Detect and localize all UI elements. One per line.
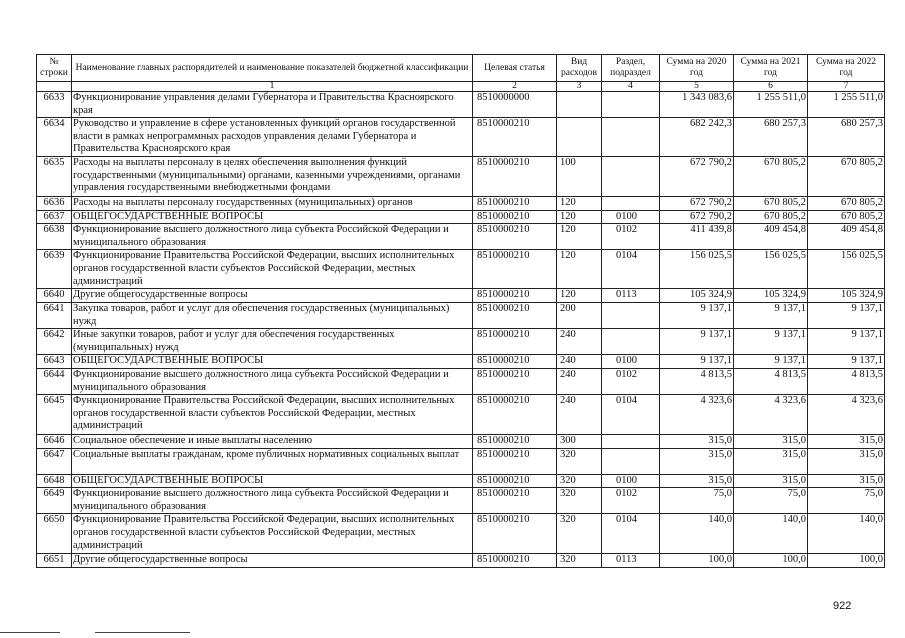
row-name: Расходы на выплаты персоналу в целях обеспечения выполнения функций государственными (муниципальными) органами, казенными учреждениями, органами управления государственными внебюджетными фондами — [72, 156, 473, 196]
table-row — [37, 368, 885, 394]
row-vid: 320 — [557, 554, 602, 568]
row-sum-2022: 409 454,8 — [808, 224, 885, 250]
row-target-code: 8510000210 — [473, 554, 557, 568]
row-number: 6638 — [37, 224, 72, 250]
row-sum-2021: 9 137,1 — [734, 329, 808, 355]
row-vid: 320 — [557, 448, 602, 474]
row-name: Функционирование Правительства Российской Федерации, высших исполнительных органов государственной власти субъектов Российской Федерации, местных администраций — [72, 250, 473, 289]
row-name: Закупка товаров, работ и услуг для обеспечения государственных (муниципальных) нужд — [72, 302, 473, 328]
row-name: Социальные выплаты гражданам, кроме публичных нормативных социальных выплат — [72, 448, 473, 474]
budget-table — [36, 54, 885, 568]
row-sum-2021: 9 137,1 — [734, 302, 808, 328]
row-vid: 120 — [557, 210, 602, 224]
row-sum-2021: 4 813,5 — [734, 368, 808, 394]
footer-rule — [0, 632, 60, 633]
row-sum-2021: 156 025,5 — [734, 250, 808, 289]
row-target-code: 8510000210 — [473, 250, 557, 289]
row-razdel: 0102 — [602, 488, 660, 514]
row-sum-2021: 315,0 — [734, 474, 808, 488]
row-sum-2022: 315,0 — [808, 435, 885, 449]
row-razdel: 0100 — [602, 210, 660, 224]
row-sum-2021: 670 805,2 — [734, 210, 808, 224]
page-number: 922 — [833, 600, 852, 612]
column-number-row — [37, 82, 885, 92]
row-razdel: 0104 — [602, 395, 660, 435]
table-row — [37, 554, 885, 568]
row-number: 6651 — [37, 554, 72, 568]
row-name: Руководство и управление в сфере установленных функций органов государственной власти в рамках непрограммных расходов управления делами Губернатора и Правительства Красноярского края — [72, 118, 473, 157]
row-target-code: 8510000210 — [473, 395, 557, 435]
row-razdel — [602, 329, 660, 355]
row-number: 6640 — [37, 289, 72, 303]
row-razdel — [602, 448, 660, 474]
row-sum-2020: 315,0 — [660, 474, 734, 488]
row-name: Иные закупки товаров, работ и услуг для обеспечения государственных (муниципальных) нужд — [72, 329, 473, 355]
row-sum-2022: 670 805,2 — [808, 210, 885, 224]
row-sum-2020: 4 813,5 — [660, 368, 734, 394]
row-target-code: 8510000210 — [473, 514, 557, 554]
row-number: 6645 — [37, 395, 72, 435]
row-sum-2020: 315,0 — [660, 435, 734, 449]
row-razdel: 0113 — [602, 289, 660, 303]
row-target-code: 8510000210 — [473, 156, 557, 196]
row-sum-2020: 672 790,2 — [660, 210, 734, 224]
row-number: 6633 — [37, 92, 72, 118]
row-sum-2022: 4 323,6 — [808, 395, 885, 435]
header-vid: Вид расходов — [557, 55, 602, 82]
row-razdel — [602, 156, 660, 196]
row-sum-2022: 670 805,2 — [808, 196, 885, 210]
table-row — [37, 92, 885, 118]
row-target-code: 8510000210 — [473, 196, 557, 210]
col-number: 7 — [808, 82, 885, 92]
row-number: 6649 — [37, 488, 72, 514]
table-row — [37, 289, 885, 303]
table-row — [37, 250, 885, 289]
row-sum-2022: 9 137,1 — [808, 302, 885, 328]
row-name: Функционирование высшего должностного лица субъекта Российской Федерации и муниципального образования — [72, 488, 473, 514]
table-row — [37, 448, 885, 474]
table-row — [37, 474, 885, 488]
col-number: 5 — [660, 82, 734, 92]
row-sum-2022: 9 137,1 — [808, 355, 885, 369]
row-number: 6648 — [37, 474, 72, 488]
row-razdel: 0102 — [602, 368, 660, 394]
row-sum-2022: 9 137,1 — [808, 329, 885, 355]
row-sum-2020: 75,0 — [660, 488, 734, 514]
row-sum-2021: 9 137,1 — [734, 355, 808, 369]
row-sum-2022: 680 257,3 — [808, 118, 885, 157]
row-number: 6647 — [37, 448, 72, 474]
row-sum-2020: 140,0 — [660, 514, 734, 554]
row-sum-2021: 680 257,3 — [734, 118, 808, 157]
row-target-code: 8510000210 — [473, 210, 557, 224]
row-sum-2020: 672 790,2 — [660, 156, 734, 196]
row-sum-2021: 100,0 — [734, 554, 808, 568]
row-name: ОБЩЕГОСУДАРСТВЕННЫЕ ВОПРОСЫ — [72, 355, 473, 369]
row-sum-2020: 100,0 — [660, 554, 734, 568]
row-vid: 120 — [557, 224, 602, 250]
row-sum-2021: 670 805,2 — [734, 156, 808, 196]
row-sum-2022: 140,0 — [808, 514, 885, 554]
table-row — [37, 210, 885, 224]
row-target-code: 8510000210 — [473, 368, 557, 394]
row-sum-2020: 4 323,6 — [660, 395, 734, 435]
col-number: 6 — [734, 82, 808, 92]
row-razdel: 0113 — [602, 554, 660, 568]
table-row — [37, 355, 885, 369]
row-sum-2020: 9 137,1 — [660, 329, 734, 355]
row-razdel: 0100 — [602, 474, 660, 488]
table-body — [37, 92, 885, 568]
row-razdel: 0100 — [602, 355, 660, 369]
row-vid: 240 — [557, 355, 602, 369]
row-sum-2021: 409 454,8 — [734, 224, 808, 250]
table-row — [37, 302, 885, 328]
header-target: Целевая статья — [473, 55, 557, 82]
row-sum-2021: 75,0 — [734, 488, 808, 514]
row-razdel: 0104 — [602, 250, 660, 289]
row-vid: 320 — [557, 488, 602, 514]
col-number: 1 — [72, 82, 473, 92]
footer-rule — [95, 632, 190, 633]
row-target-code: 8510000210 — [473, 355, 557, 369]
row-sum-2021: 4 323,6 — [734, 395, 808, 435]
row-sum-2022: 670 805,2 — [808, 156, 885, 196]
table-row — [37, 196, 885, 210]
row-vid: 300 — [557, 435, 602, 449]
row-vid: 200 — [557, 302, 602, 328]
table-row — [37, 514, 885, 554]
row-target-code: 8510000210 — [473, 488, 557, 514]
table-row — [37, 156, 885, 196]
row-number: 6639 — [37, 250, 72, 289]
table-row — [37, 435, 885, 449]
row-target-code: 8510000210 — [473, 474, 557, 488]
row-number: 6646 — [37, 435, 72, 449]
header-sum-2022: Сумма на 2022 год — [808, 55, 885, 82]
row-sum-2020: 1 343 083,6 — [660, 92, 734, 118]
row-vid — [557, 118, 602, 157]
row-vid: 320 — [557, 514, 602, 554]
row-sum-2021: 1 255 511,0 — [734, 92, 808, 118]
row-number: 6635 — [37, 156, 72, 196]
table-row — [37, 488, 885, 514]
row-razdel: 0102 — [602, 224, 660, 250]
row-sum-2020: 105 324,9 — [660, 289, 734, 303]
row-number: 6642 — [37, 329, 72, 355]
row-vid: 100 — [557, 156, 602, 196]
table-row — [37, 224, 885, 250]
row-sum-2022: 100,0 — [808, 554, 885, 568]
row-sum-2021: 140,0 — [734, 514, 808, 554]
row-sum-2022: 4 813,5 — [808, 368, 885, 394]
row-target-code: 8510000210 — [473, 302, 557, 328]
row-number: 6634 — [37, 118, 72, 157]
row-sum-2021: 315,0 — [734, 435, 808, 449]
col-number — [37, 82, 72, 92]
row-number: 6636 — [37, 196, 72, 210]
row-name: Другие общегосударственные вопросы — [72, 554, 473, 568]
header-row — [37, 55, 885, 82]
row-number: 6641 — [37, 302, 72, 328]
row-number: 6644 — [37, 368, 72, 394]
row-name: Функционирование Правительства Российской Федерации, высших исполнительных органов государственной власти субъектов Российской Федерации, местных администраций — [72, 514, 473, 554]
row-razdel — [602, 196, 660, 210]
row-name: Функционирование высшего должностного лица субъекта Российской Федерации и муниципального образования — [72, 224, 473, 250]
row-razdel: 0104 — [602, 514, 660, 554]
row-sum-2020: 411 439,8 — [660, 224, 734, 250]
row-name: Функционирование высшего должностного лица субъекта Российской Федерации и муниципального образования — [72, 368, 473, 394]
col-number: 3 — [557, 82, 602, 92]
header-sum-2021: Сумма на 2021 год — [734, 55, 808, 82]
header-sum-2020: Сумма на 2020 год — [660, 55, 734, 82]
row-vid: 240 — [557, 395, 602, 435]
row-target-code: 8510000210 — [473, 224, 557, 250]
row-razdel — [602, 92, 660, 118]
row-number: 6650 — [37, 514, 72, 554]
row-sum-2021: 105 324,9 — [734, 289, 808, 303]
row-name: Социальное обеспечение и иные выплаты населению — [72, 435, 473, 449]
row-target-code: 8510000210 — [473, 118, 557, 157]
row-vid: 120 — [557, 196, 602, 210]
table-row — [37, 395, 885, 435]
header-razdel: Раздел, подраздел — [602, 55, 660, 82]
row-sum-2022: 1 255 511,0 — [808, 92, 885, 118]
row-sum-2020: 672 790,2 — [660, 196, 734, 210]
row-sum-2022: 315,0 — [808, 474, 885, 488]
row-sum-2020: 315,0 — [660, 448, 734, 474]
col-number: 4 — [602, 82, 660, 92]
row-razdel — [602, 435, 660, 449]
row-sum-2020: 682 242,3 — [660, 118, 734, 157]
row-target-code: 8510000000 — [473, 92, 557, 118]
row-number: 6637 — [37, 210, 72, 224]
row-sum-2020: 9 137,1 — [660, 355, 734, 369]
budget-table-page — [36, 54, 884, 568]
row-razdel — [602, 118, 660, 157]
row-vid: 120 — [557, 250, 602, 289]
row-target-code: 8510000210 — [473, 289, 557, 303]
row-name: Другие общегосударственные вопросы — [72, 289, 473, 303]
row-target-code: 8510000210 — [473, 435, 557, 449]
row-name: ОБЩЕГОСУДАРСТВЕННЫЕ ВОПРОСЫ — [72, 210, 473, 224]
row-vid: 240 — [557, 329, 602, 355]
row-name: Функционирование Правительства Российской Федерации, высших исполнительных органов государственной власти субъектов Российской Федерации, местных администраций — [72, 395, 473, 435]
row-target-code: 8510000210 — [473, 329, 557, 355]
row-vid: 240 — [557, 368, 602, 394]
header-name: Наименование главных распорядителей и наименование показателей бюджетной классификации — [72, 55, 473, 82]
row-sum-2020: 156 025,5 — [660, 250, 734, 289]
row-sum-2020: 9 137,1 — [660, 302, 734, 328]
row-sum-2021: 670 805,2 — [734, 196, 808, 210]
row-razdel — [602, 302, 660, 328]
row-vid — [557, 92, 602, 118]
row-name: Функционирование управления делами Губернатора и Правительства Красноярского края — [72, 92, 473, 118]
row-sum-2022: 156 025,5 — [808, 250, 885, 289]
table-row — [37, 118, 885, 157]
row-name: ОБЩЕГОСУДАРСТВЕННЫЕ ВОПРОСЫ — [72, 474, 473, 488]
col-number: 2 — [473, 82, 557, 92]
header-row-no: № строки — [37, 55, 72, 82]
table-row — [37, 329, 885, 355]
row-vid: 120 — [557, 289, 602, 303]
row-number: 6643 — [37, 355, 72, 369]
row-name: Расходы на выплаты персоналу государственных (муниципальных) органов — [72, 196, 473, 210]
row-target-code: 8510000210 — [473, 448, 557, 474]
row-sum-2022: 75,0 — [808, 488, 885, 514]
row-sum-2021: 315,0 — [734, 448, 808, 474]
row-sum-2022: 315,0 — [808, 448, 885, 474]
row-vid: 320 — [557, 474, 602, 488]
row-sum-2022: 105 324,9 — [808, 289, 885, 303]
